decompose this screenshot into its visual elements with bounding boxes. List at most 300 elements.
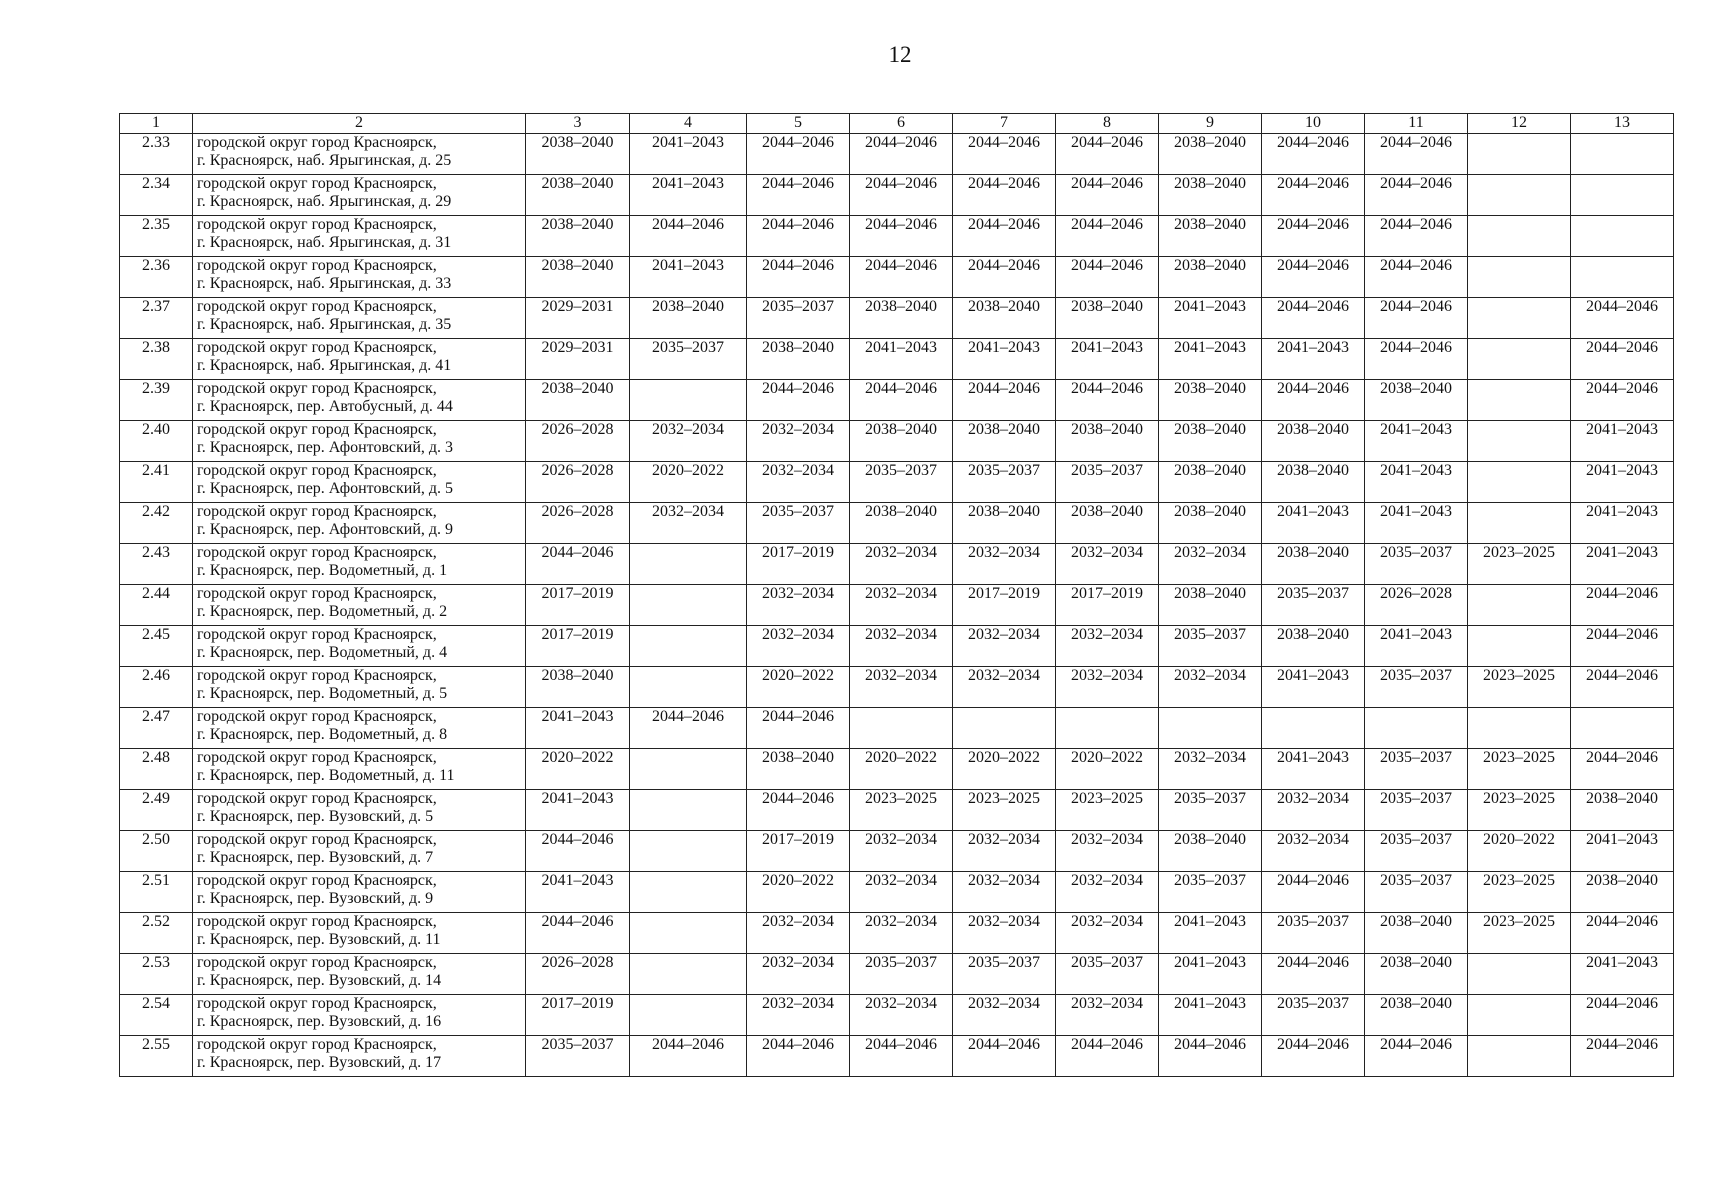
period-cell-col-4: 2044–2046 bbox=[630, 1036, 747, 1077]
address-cell bbox=[193, 790, 526, 831]
table-row bbox=[120, 216, 1674, 257]
period-cell-col-12: 2023–2025 bbox=[1468, 872, 1571, 913]
period-cell-col-6: 2032–2034 bbox=[850, 667, 953, 708]
period-cell-col-11 bbox=[1365, 708, 1468, 749]
period-cell-col-7: 2035–2037 bbox=[953, 462, 1056, 503]
period-cell-col-11: 2044–2046 bbox=[1365, 257, 1468, 298]
period-cell-col-8: 2032–2034 bbox=[1056, 544, 1159, 585]
period-cell-col-7: 2032–2034 bbox=[953, 872, 1056, 913]
period-cell-col-13: 2041–2043 bbox=[1571, 503, 1674, 544]
period-cell-col-12 bbox=[1468, 585, 1571, 626]
table-row bbox=[120, 872, 1674, 913]
period-cell-col-13: 2044–2046 bbox=[1571, 995, 1674, 1036]
row-number: 2.47 bbox=[120, 708, 193, 749]
address-line-district: городской округ город Красноярск, bbox=[197, 1036, 437, 1053]
table-row bbox=[120, 954, 1674, 995]
address-cell bbox=[193, 585, 526, 626]
period-cell-col-5: 2032–2034 bbox=[747, 585, 850, 626]
period-cell-col-4 bbox=[630, 626, 747, 667]
table-row bbox=[120, 339, 1674, 380]
table-row bbox=[120, 175, 1674, 216]
period-cell-col-11: 2041–2043 bbox=[1365, 503, 1468, 544]
address-cell bbox=[193, 667, 526, 708]
period-cell-col-8: 2020–2022 bbox=[1056, 749, 1159, 790]
period-cell-col-8: 2041–2043 bbox=[1056, 339, 1159, 380]
table-row bbox=[120, 995, 1674, 1036]
address-line-district: городской округ город Красноярск, bbox=[197, 749, 437, 766]
period-cell-col-6: 2038–2040 bbox=[850, 298, 953, 339]
period-cell-col-6: 2032–2034 bbox=[850, 626, 953, 667]
address-line-street: г. Красноярск, пер. Водометный, д. 2 bbox=[197, 603, 448, 620]
period-cell-col-10: 2041–2043 bbox=[1262, 339, 1365, 380]
period-cell-col-4: 2035–2037 bbox=[630, 339, 747, 380]
period-cell-col-3: 2017–2019 bbox=[526, 626, 630, 667]
address-line-district: городской округ город Красноярск, bbox=[197, 913, 437, 930]
address-line-district: городской округ город Красноярск, bbox=[197, 298, 437, 315]
column-header-6: 6 bbox=[850, 114, 953, 134]
period-cell-col-3: 2035–2037 bbox=[526, 1036, 630, 1077]
period-cell-col-11: 2038–2040 bbox=[1365, 380, 1468, 421]
address-cell bbox=[193, 872, 526, 913]
period-cell-col-4: 2038–2040 bbox=[630, 298, 747, 339]
period-cell-col-6: 2032–2034 bbox=[850, 831, 953, 872]
period-cell-col-4: 2032–2034 bbox=[630, 503, 747, 544]
period-cell-col-7: 2041–2043 bbox=[953, 339, 1056, 380]
period-cell-col-13: 2041–2043 bbox=[1571, 544, 1674, 585]
address-cell bbox=[193, 339, 526, 380]
period-cell-col-9: 2041–2043 bbox=[1159, 913, 1262, 954]
address-line-district: городской округ город Красноярск, bbox=[197, 134, 437, 151]
period-cell-col-7: 2032–2034 bbox=[953, 831, 1056, 872]
period-cell-col-6: 2044–2046 bbox=[850, 1036, 953, 1077]
address-line-street: г. Красноярск, пер. Вузовский, д. 14 bbox=[197, 972, 442, 989]
row-number: 2.44 bbox=[120, 585, 193, 626]
period-cell-col-7: 2038–2040 bbox=[953, 421, 1056, 462]
address-line-district: городской округ город Красноярск, bbox=[197, 585, 437, 602]
period-cell-col-10: 2032–2034 bbox=[1262, 831, 1365, 872]
period-cell-col-5: 2032–2034 bbox=[747, 913, 850, 954]
period-cell-col-12: 2023–2025 bbox=[1468, 749, 1571, 790]
address-line-district: городской округ город Красноярск, bbox=[197, 831, 437, 848]
period-cell-col-13: 2044–2046 bbox=[1571, 626, 1674, 667]
period-cell-col-5: 2032–2034 bbox=[747, 462, 850, 503]
period-cell-col-3: 2017–2019 bbox=[526, 585, 630, 626]
address-line-district: городской округ город Красноярск, bbox=[197, 708, 437, 725]
period-cell-col-3: 2038–2040 bbox=[526, 667, 630, 708]
period-cell-col-3: 2026–2028 bbox=[526, 421, 630, 462]
period-cell-col-5: 2044–2046 bbox=[747, 216, 850, 257]
row-number: 2.42 bbox=[120, 503, 193, 544]
period-cell-col-10: 2044–2046 bbox=[1262, 872, 1365, 913]
address-line-street: г. Красноярск, пер. Афонтовский, д. 3 bbox=[197, 439, 454, 456]
period-cell-col-12 bbox=[1468, 1036, 1571, 1077]
period-cell-col-10: 2044–2046 bbox=[1262, 134, 1365, 175]
column-header-10: 10 bbox=[1262, 114, 1365, 134]
period-cell-col-13 bbox=[1571, 708, 1674, 749]
period-cell-col-4 bbox=[630, 954, 747, 995]
address-cell bbox=[193, 708, 526, 749]
period-cell-col-8: 2038–2040 bbox=[1056, 421, 1159, 462]
address-line-district: городской округ город Красноярск, bbox=[197, 872, 437, 889]
period-cell-col-6: 2044–2046 bbox=[850, 257, 953, 298]
address-cell bbox=[193, 216, 526, 257]
period-cell-col-4: 2032–2034 bbox=[630, 421, 747, 462]
column-header-7: 7 bbox=[953, 114, 1056, 134]
period-cell-col-7: 2044–2046 bbox=[953, 175, 1056, 216]
period-cell-col-12 bbox=[1468, 421, 1571, 462]
period-cell-col-7: 2044–2046 bbox=[953, 1036, 1056, 1077]
period-cell-col-7: 2032–2034 bbox=[953, 544, 1056, 585]
period-cell-col-10: 2035–2037 bbox=[1262, 585, 1365, 626]
period-cell-col-3: 2026–2028 bbox=[526, 954, 630, 995]
address-line-street: г. Красноярск, наб. Ярыгинская, д. 31 bbox=[197, 234, 452, 251]
period-cell-col-12 bbox=[1468, 175, 1571, 216]
period-cell-col-11: 2035–2037 bbox=[1365, 667, 1468, 708]
period-cell-col-5: 2032–2034 bbox=[747, 626, 850, 667]
row-number: 2.55 bbox=[120, 1036, 193, 1077]
period-cell-col-13: 2044–2046 bbox=[1571, 585, 1674, 626]
table-row bbox=[120, 257, 1674, 298]
period-cell-col-8 bbox=[1056, 708, 1159, 749]
period-cell-col-11: 2041–2043 bbox=[1365, 626, 1468, 667]
address-line-street: г. Красноярск, пер. Вузовский, д. 7 bbox=[197, 849, 434, 866]
row-number: 2.41 bbox=[120, 462, 193, 503]
period-cell-col-6: 2032–2034 bbox=[850, 995, 953, 1036]
period-cell-col-8: 2032–2034 bbox=[1056, 872, 1159, 913]
period-cell-col-9: 2035–2037 bbox=[1159, 626, 1262, 667]
row-number: 2.37 bbox=[120, 298, 193, 339]
period-cell-col-7: 2044–2046 bbox=[953, 216, 1056, 257]
period-cell-col-11: 2035–2037 bbox=[1365, 872, 1468, 913]
address-line-district: городской округ город Красноярск, bbox=[197, 503, 437, 520]
period-cell-col-13: 2044–2046 bbox=[1571, 667, 1674, 708]
period-cell-col-5: 2038–2040 bbox=[747, 749, 850, 790]
period-cell-col-3: 2017–2019 bbox=[526, 995, 630, 1036]
address-cell bbox=[193, 380, 526, 421]
period-cell-col-7: 2044–2046 bbox=[953, 380, 1056, 421]
row-number: 2.45 bbox=[120, 626, 193, 667]
period-cell-col-11: 2041–2043 bbox=[1365, 421, 1468, 462]
address-line-street: г. Красноярск, пер. Водометный, д. 8 bbox=[197, 726, 448, 743]
period-cell-col-11: 2044–2046 bbox=[1365, 339, 1468, 380]
table-row bbox=[120, 544, 1674, 585]
period-cell-col-7: 2032–2034 bbox=[953, 913, 1056, 954]
period-cell-col-10: 2038–2040 bbox=[1262, 462, 1365, 503]
column-header-5: 5 bbox=[747, 114, 850, 134]
period-cell-col-3: 2044–2046 bbox=[526, 913, 630, 954]
address-line-district: городской округ город Красноярск, bbox=[197, 626, 437, 643]
period-cell-col-5: 2017–2019 bbox=[747, 831, 850, 872]
period-cell-col-8: 2032–2034 bbox=[1056, 913, 1159, 954]
period-cell-col-9: 2038–2040 bbox=[1159, 585, 1262, 626]
row-number: 2.43 bbox=[120, 544, 193, 585]
period-cell-col-6: 2044–2046 bbox=[850, 216, 953, 257]
address-cell bbox=[193, 995, 526, 1036]
period-cell-col-5: 2032–2034 bbox=[747, 995, 850, 1036]
period-cell-col-12 bbox=[1468, 134, 1571, 175]
period-cell-col-8: 2044–2046 bbox=[1056, 216, 1159, 257]
row-number: 2.52 bbox=[120, 913, 193, 954]
period-cell-col-3: 2026–2028 bbox=[526, 462, 630, 503]
period-cell-col-4 bbox=[630, 667, 747, 708]
address-line-district: городской округ город Красноярск, bbox=[197, 954, 437, 971]
period-cell-col-12 bbox=[1468, 503, 1571, 544]
period-cell-col-7: 2035–2037 bbox=[953, 954, 1056, 995]
period-cell-col-4: 2041–2043 bbox=[630, 134, 747, 175]
address-line-district: городской округ город Красноярск, bbox=[197, 667, 437, 684]
period-cell-col-9: 2038–2040 bbox=[1159, 462, 1262, 503]
address-line-district: городской округ город Красноярск, bbox=[197, 257, 437, 274]
address-cell bbox=[193, 462, 526, 503]
period-cell-col-8: 2038–2040 bbox=[1056, 298, 1159, 339]
address-cell bbox=[193, 913, 526, 954]
period-cell-col-9: 2035–2037 bbox=[1159, 790, 1262, 831]
period-cell-col-12: 2023–2025 bbox=[1468, 913, 1571, 954]
period-cell-col-12 bbox=[1468, 954, 1571, 995]
period-cell-col-9: 2038–2040 bbox=[1159, 831, 1262, 872]
address-line-district: городской округ город Красноярск, bbox=[197, 790, 437, 807]
period-cell-col-9: 2032–2034 bbox=[1159, 749, 1262, 790]
row-number: 2.48 bbox=[120, 749, 193, 790]
period-cell-col-11: 2038–2040 bbox=[1365, 995, 1468, 1036]
period-cell-col-7: 2044–2046 bbox=[953, 134, 1056, 175]
address-cell bbox=[193, 298, 526, 339]
period-cell-col-8: 2044–2046 bbox=[1056, 257, 1159, 298]
period-cell-col-10: 2044–2046 bbox=[1262, 216, 1365, 257]
period-cell-col-3: 2038–2040 bbox=[526, 175, 630, 216]
period-cell-col-8: 2038–2040 bbox=[1056, 503, 1159, 544]
table-row bbox=[120, 913, 1674, 954]
address-cell bbox=[193, 831, 526, 872]
period-cell-col-3: 2038–2040 bbox=[526, 216, 630, 257]
column-header-13: 13 bbox=[1571, 114, 1674, 134]
table-row bbox=[120, 298, 1674, 339]
period-cell-col-12 bbox=[1468, 995, 1571, 1036]
period-cell-col-11: 2035–2037 bbox=[1365, 749, 1468, 790]
period-cell-col-13: 2044–2046 bbox=[1571, 380, 1674, 421]
period-cell-col-4 bbox=[630, 872, 747, 913]
period-cell-col-3: 2038–2040 bbox=[526, 380, 630, 421]
period-cell-col-4 bbox=[630, 995, 747, 1036]
row-number: 2.46 bbox=[120, 667, 193, 708]
period-cell-col-5: 2044–2046 bbox=[747, 708, 850, 749]
period-cell-col-9: 2038–2040 bbox=[1159, 421, 1262, 462]
period-cell-col-6: 2032–2034 bbox=[850, 872, 953, 913]
period-cell-col-9: 2032–2034 bbox=[1159, 667, 1262, 708]
table-row bbox=[120, 626, 1674, 667]
address-line-street: г. Красноярск, наб. Ярыгинская, д. 25 bbox=[197, 152, 452, 169]
period-cell-col-6: 2035–2037 bbox=[850, 954, 953, 995]
period-cell-col-3: 2029–2031 bbox=[526, 339, 630, 380]
period-cell-col-4 bbox=[630, 790, 747, 831]
period-cell-col-11: 2035–2037 bbox=[1365, 790, 1468, 831]
period-cell-col-11: 2035–2037 bbox=[1365, 544, 1468, 585]
period-cell-col-5: 2044–2046 bbox=[747, 134, 850, 175]
period-cell-col-9: 2041–2043 bbox=[1159, 954, 1262, 995]
row-number: 2.40 bbox=[120, 421, 193, 462]
address-line-street: г. Красноярск, пер. Водометный, д. 11 bbox=[197, 767, 455, 784]
period-cell-col-10: 2044–2046 bbox=[1262, 1036, 1365, 1077]
address-line-street: г. Красноярск, пер. Вузовский, д. 9 bbox=[197, 890, 434, 907]
address-line-district: городской округ город Красноярск, bbox=[197, 995, 437, 1012]
address-cell bbox=[193, 421, 526, 462]
period-cell-col-13: 2044–2046 bbox=[1571, 339, 1674, 380]
address-cell bbox=[193, 257, 526, 298]
period-cell-col-5: 2044–2046 bbox=[747, 790, 850, 831]
period-cell-col-6 bbox=[850, 708, 953, 749]
address-line-street: г. Красноярск, пер. Афонтовский, д. 9 bbox=[197, 521, 454, 538]
period-cell-col-6: 2038–2040 bbox=[850, 503, 953, 544]
period-cell-col-13 bbox=[1571, 216, 1674, 257]
period-cell-col-9: 2041–2043 bbox=[1159, 339, 1262, 380]
period-cell-col-10: 2038–2040 bbox=[1262, 421, 1365, 462]
address-line-street: г. Красноярск, наб. Ярыгинская, д. 41 bbox=[197, 357, 452, 374]
period-cell-col-13 bbox=[1571, 257, 1674, 298]
period-cell-col-8: 2023–2025 bbox=[1056, 790, 1159, 831]
period-cell-col-9: 2041–2043 bbox=[1159, 995, 1262, 1036]
period-cell-col-9: 2038–2040 bbox=[1159, 216, 1262, 257]
row-number: 2.50 bbox=[120, 831, 193, 872]
period-cell-col-5: 2017–2019 bbox=[747, 544, 850, 585]
period-cell-col-7: 2032–2034 bbox=[953, 995, 1056, 1036]
period-cell-col-12: 2023–2025 bbox=[1468, 667, 1571, 708]
period-cell-col-13: 2038–2040 bbox=[1571, 872, 1674, 913]
column-header-2: 2 bbox=[193, 114, 526, 134]
address-line-street: г. Красноярск, наб. Ярыгинская, д. 29 bbox=[197, 193, 452, 210]
address-line-street: г. Красноярск, пер. Вузовский, д. 5 bbox=[197, 808, 434, 825]
period-cell-col-9: 2038–2040 bbox=[1159, 175, 1262, 216]
period-cell-col-6: 2035–2037 bbox=[850, 462, 953, 503]
period-cell-col-13: 2044–2046 bbox=[1571, 913, 1674, 954]
period-cell-col-7 bbox=[953, 708, 1056, 749]
period-cell-col-7: 2044–2046 bbox=[953, 257, 1056, 298]
period-cell-col-9: 2032–2034 bbox=[1159, 544, 1262, 585]
period-cell-col-9: 2038–2040 bbox=[1159, 503, 1262, 544]
column-header-4: 4 bbox=[630, 114, 747, 134]
period-cell-col-7: 2017–2019 bbox=[953, 585, 1056, 626]
period-cell-col-5: 2032–2034 bbox=[747, 421, 850, 462]
address-line-district: городской округ город Красноярск, bbox=[197, 421, 437, 438]
address-cell bbox=[193, 626, 526, 667]
row-number: 2.39 bbox=[120, 380, 193, 421]
period-cell-col-8: 2044–2046 bbox=[1056, 380, 1159, 421]
period-cell-col-12: 2023–2025 bbox=[1468, 790, 1571, 831]
table-row bbox=[120, 708, 1674, 749]
period-cell-col-3: 2044–2046 bbox=[526, 831, 630, 872]
period-cell-col-6: 2020–2022 bbox=[850, 749, 953, 790]
address-line-district: городской округ город Красноярск, bbox=[197, 216, 437, 233]
period-cell-col-5: 2038–2040 bbox=[747, 339, 850, 380]
period-cell-col-8: 2035–2037 bbox=[1056, 954, 1159, 995]
column-header-11: 11 bbox=[1365, 114, 1468, 134]
period-cell-col-10: 2044–2046 bbox=[1262, 954, 1365, 995]
period-cell-col-8: 2032–2034 bbox=[1056, 831, 1159, 872]
period-cell-col-11: 2041–2043 bbox=[1365, 462, 1468, 503]
address-line-street: г. Красноярск, наб. Ярыгинская, д. 33 bbox=[197, 275, 452, 292]
period-cell-col-9: 2044–2046 bbox=[1159, 1036, 1262, 1077]
period-cell-col-10: 2044–2046 bbox=[1262, 298, 1365, 339]
period-cell-col-4: 2041–2043 bbox=[630, 175, 747, 216]
period-cell-col-4 bbox=[630, 544, 747, 585]
period-cell-col-12 bbox=[1468, 708, 1571, 749]
period-cell-col-10: 2044–2046 bbox=[1262, 380, 1365, 421]
address-line-district: городской округ город Красноярск, bbox=[197, 462, 437, 479]
row-number: 2.38 bbox=[120, 339, 193, 380]
period-cell-col-9: 2038–2040 bbox=[1159, 134, 1262, 175]
period-cell-col-9: 2038–2040 bbox=[1159, 257, 1262, 298]
address-line-street: г. Красноярск, пер. Водометный, д. 5 bbox=[197, 685, 448, 702]
period-cell-col-7: 2038–2040 bbox=[953, 503, 1056, 544]
period-cell-col-12 bbox=[1468, 298, 1571, 339]
period-cell-col-11: 2038–2040 bbox=[1365, 954, 1468, 995]
row-number: 2.33 bbox=[120, 134, 193, 175]
period-cell-col-5: 2044–2046 bbox=[747, 1036, 850, 1077]
period-cell-col-13: 2038–2040 bbox=[1571, 790, 1674, 831]
table-row bbox=[120, 749, 1674, 790]
period-cell-col-5: 2044–2046 bbox=[747, 380, 850, 421]
period-cell-col-6: 2038–2040 bbox=[850, 421, 953, 462]
period-cell-col-8: 2032–2034 bbox=[1056, 626, 1159, 667]
period-cell-col-9: 2041–2043 bbox=[1159, 298, 1262, 339]
period-cell-col-10: 2044–2046 bbox=[1262, 257, 1365, 298]
period-cell-col-6: 2032–2034 bbox=[850, 544, 953, 585]
period-cell-col-3: 2044–2046 bbox=[526, 544, 630, 585]
period-cell-col-7: 2032–2034 bbox=[953, 667, 1056, 708]
period-cell-col-10: 2032–2034 bbox=[1262, 790, 1365, 831]
period-cell-col-5: 2020–2022 bbox=[747, 872, 850, 913]
period-cell-col-4: 2044–2046 bbox=[630, 708, 747, 749]
period-cell-col-3: 2041–2043 bbox=[526, 708, 630, 749]
address-cell bbox=[193, 749, 526, 790]
period-cell-col-3: 2041–2043 bbox=[526, 790, 630, 831]
period-cell-col-13: 2041–2043 bbox=[1571, 421, 1674, 462]
period-cell-col-6: 2032–2034 bbox=[850, 913, 953, 954]
period-cell-col-13: 2044–2046 bbox=[1571, 1036, 1674, 1077]
period-cell-col-3: 2038–2040 bbox=[526, 134, 630, 175]
period-cell-col-10: 2035–2037 bbox=[1262, 995, 1365, 1036]
row-number: 2.35 bbox=[120, 216, 193, 257]
period-cell-col-11: 2026–2028 bbox=[1365, 585, 1468, 626]
row-number: 2.53 bbox=[120, 954, 193, 995]
period-cell-col-7: 2032–2034 bbox=[953, 626, 1056, 667]
address-line-street: г. Красноярск, пер. Водометный, д. 1 bbox=[197, 562, 448, 579]
period-cell-col-11: 2035–2037 bbox=[1365, 831, 1468, 872]
column-header-8: 8 bbox=[1056, 114, 1159, 134]
period-cell-col-3: 2029–2031 bbox=[526, 298, 630, 339]
table-body bbox=[120, 134, 1674, 1077]
period-cell-col-10 bbox=[1262, 708, 1365, 749]
period-cell-col-13: 2041–2043 bbox=[1571, 954, 1674, 995]
column-header-9: 9 bbox=[1159, 114, 1262, 134]
table-row bbox=[120, 667, 1674, 708]
address-line-street: г. Красноярск, наб. Ярыгинская, д. 35 bbox=[197, 316, 452, 333]
table-row bbox=[120, 503, 1674, 544]
period-cell-col-9: 2038–2040 bbox=[1159, 380, 1262, 421]
period-cell-col-10: 2035–2037 bbox=[1262, 913, 1365, 954]
address-cell bbox=[193, 175, 526, 216]
period-cell-col-13: 2044–2046 bbox=[1571, 298, 1674, 339]
period-cell-col-4: 2044–2046 bbox=[630, 216, 747, 257]
period-cell-col-13: 2041–2043 bbox=[1571, 831, 1674, 872]
table-header bbox=[120, 114, 1674, 134]
row-number: 2.36 bbox=[120, 257, 193, 298]
table-row bbox=[120, 790, 1674, 831]
address-line-street: г. Красноярск, пер. Вузовский, д. 16 bbox=[197, 1013, 442, 1030]
period-cell-col-11: 2044–2046 bbox=[1365, 216, 1468, 257]
period-cell-col-11: 2044–2046 bbox=[1365, 134, 1468, 175]
row-number: 2.51 bbox=[120, 872, 193, 913]
table-row bbox=[120, 462, 1674, 503]
